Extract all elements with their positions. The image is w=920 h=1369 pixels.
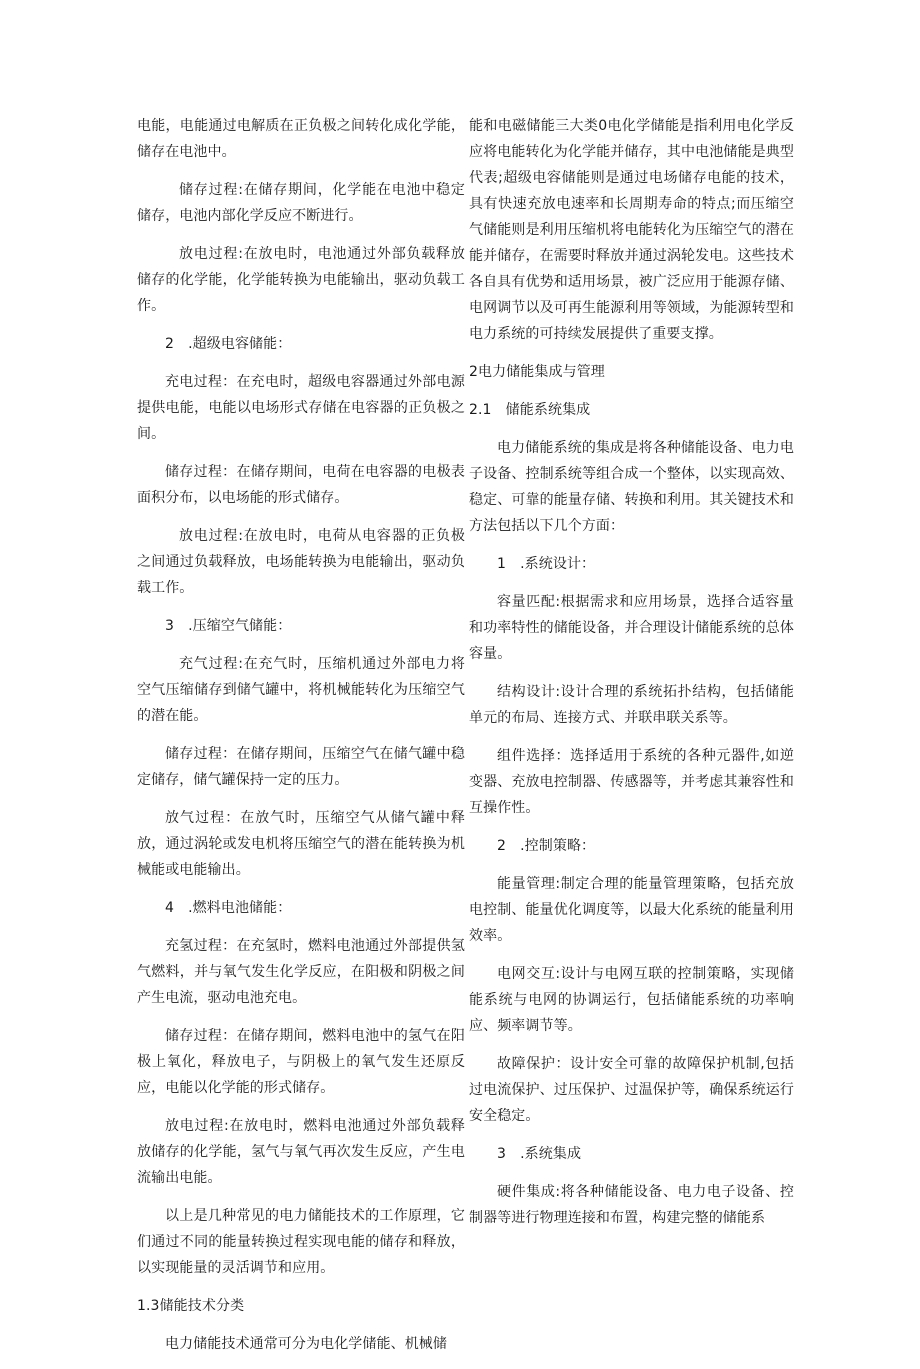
left-paragraph-8: 充气过程:在充气时，压缩机通过外部电力将空气压缩储存到储气罐中，将机械能转化为压缩空气的潜在能。 — [137, 656, 465, 724]
left-paragraph-5: 储存过程：在储存期间，电荷在电容器的电极表面积分布，以电场能的形式储存。 — [137, 464, 465, 506]
left-paragraph-7: 3 .压缩空气储能： — [165, 618, 292, 634]
right-paragraph-6: 结构设计:设计合理的系统拓扑结构，包括储能单元的布局、连接方式、并联串联关系等。 — [469, 684, 794, 726]
left-paragraph-12: 充氢过程：在充氢时，燃料电池通过外部提供氢气燃料，并与氧气发生化学反应，在阳极和阴极之间产生电流，驱动电池充电。 — [137, 938, 465, 1006]
right-paragraph-13: 硬件集成:将各种储能设备、电力电子设备、控制器等进行物理连接和布置，构建完整的储能系 — [469, 1184, 794, 1226]
left-paragraph-13: 储存过程：在储存期间，燃料电池中的氢气在阳极上氧化，释放电子，与阴极上的氧气发生还原反应，电能以化学能的形式储存。 — [137, 1028, 465, 1096]
right-paragraph-5: 容量匹配:根据需求和应用场景，选择合适容量和功率特性的储能设备，并合理设计储能系统的总体容量。 — [469, 594, 794, 662]
right-paragraph-1: 2电力储能集成与管理 — [469, 364, 605, 380]
left-paragraph-6: 放电过程:在放电时，电荷从电容器的正负极之间通过负载释放，电场能转换为电能输出，驱动负载工作。 — [137, 528, 465, 596]
right-paragraph-9: 能量管理:制定合理的能量管理策略，包括充放电控制、能量优化调度等，以最大化系统的能量利用效率。 — [469, 876, 794, 944]
right-paragraph-3: 电力储能系统的集成是将各种储能设备、电力电子设备、控制系统等组合成一个整体，以实现高效、稳定、可靠的能量存储、转换和利用。其关键技术和方法包括以下几个方面： — [469, 440, 794, 534]
left-paragraph-16: 1.3储能技术分类 — [137, 1298, 245, 1314]
right-paragraph-4: 1 .系统设计： — [497, 556, 596, 572]
left-paragraph-4: 充电过程：在充电时，超级电容器通过外部电源提供电能，电能以电场形式存储在电容器的正负极之间。 — [137, 374, 465, 442]
right-paragraph-7: 组件选择：选择适用于系统的各种元器件,如逆变器、充放电控制器、传感器等，并考虑其兼容性和互操作性。 — [469, 748, 794, 816]
left-paragraph-14: 放电过程:在放电时，燃料电池通过外部负载释放储存的化学能，氢气与氧气再次发生反应，产生电流输出电能。 — [137, 1118, 465, 1186]
right-column — [469, 113, 794, 1243]
left-paragraph-15: 以上是几种常见的电力储能技术的工作原理，它们通过不同的能量转换过程实现电能的储存和释放，以实现能量的灵活调节和应用。 — [137, 1208, 465, 1276]
left-paragraph-11: 4 .燃料电池储能： — [165, 900, 292, 916]
right-paragraph-2: 2.1 储能系统集成 — [469, 402, 591, 418]
left-column — [137, 113, 465, 1369]
left-paragraph-9: 储存过程：在储存期间，压缩空气在储气罐中稳定储存，储气罐保持一定的压力。 — [137, 746, 465, 788]
left-paragraph-0: 电能，电能通过电解质在正负极之间转化成化学能，储存在电池中。 — [137, 118, 465, 160]
left-paragraph-3: 2 .超级电容储能： — [165, 336, 292, 352]
right-paragraph-8: 2 .控制策略： — [497, 838, 596, 854]
right-paragraph-0: 能和电磁储能三大类0电化学储能是指利用电化学反应将电能转化为化学能并储存，其中电池储能是典型代表;超级电容储能则是通过电场储存电能的技术，具有快速充放电速率和长周期寿命的特点;而压缩空气储能则是利用压缩机将电能转化为压缩空气的潜在能并储存，在需要时释放并通过涡轮发电。这些技术各自具有优势和适用场景，被广泛应用于能源存储、电网调节以及可再生能源利用等领域，为能源转型和电力系统的可持续发展提供了重要支撑。 — [469, 118, 794, 342]
right-paragraph-12: 3 .系统集成 — [497, 1146, 582, 1162]
right-paragraph-10: 电网交互:设计与电网互联的控制策略，实现储能系统与电网的协调运行，包括储能系统的功率响应、频率调节等。 — [469, 966, 794, 1034]
right-paragraph-11: 故障保护：设计安全可靠的故障保护机制,包括过电流保护、过压保护、过温保护等，确保系统运行安全稳定。 — [469, 1056, 794, 1124]
left-paragraph-1: 储存过程:在储存期间，化学能在电池中稳定储存，电池内部化学反应不断进行。 — [137, 182, 465, 224]
left-paragraph-10: 放气过程：在放气时，压缩空气从储气罐中释放，通过涡轮或发电机将压缩空气的潜在能转换为机械能或电能输出。 — [137, 810, 465, 878]
left-paragraph-17: 电力储能技术通常可分为电化学储能、机械储 — [165, 1336, 447, 1352]
left-paragraph-2: 放电过程:在放电时，电池通过外部负载释放储存的化学能，化学能转换为电能输出，驱动负载工作。 — [137, 246, 465, 314]
